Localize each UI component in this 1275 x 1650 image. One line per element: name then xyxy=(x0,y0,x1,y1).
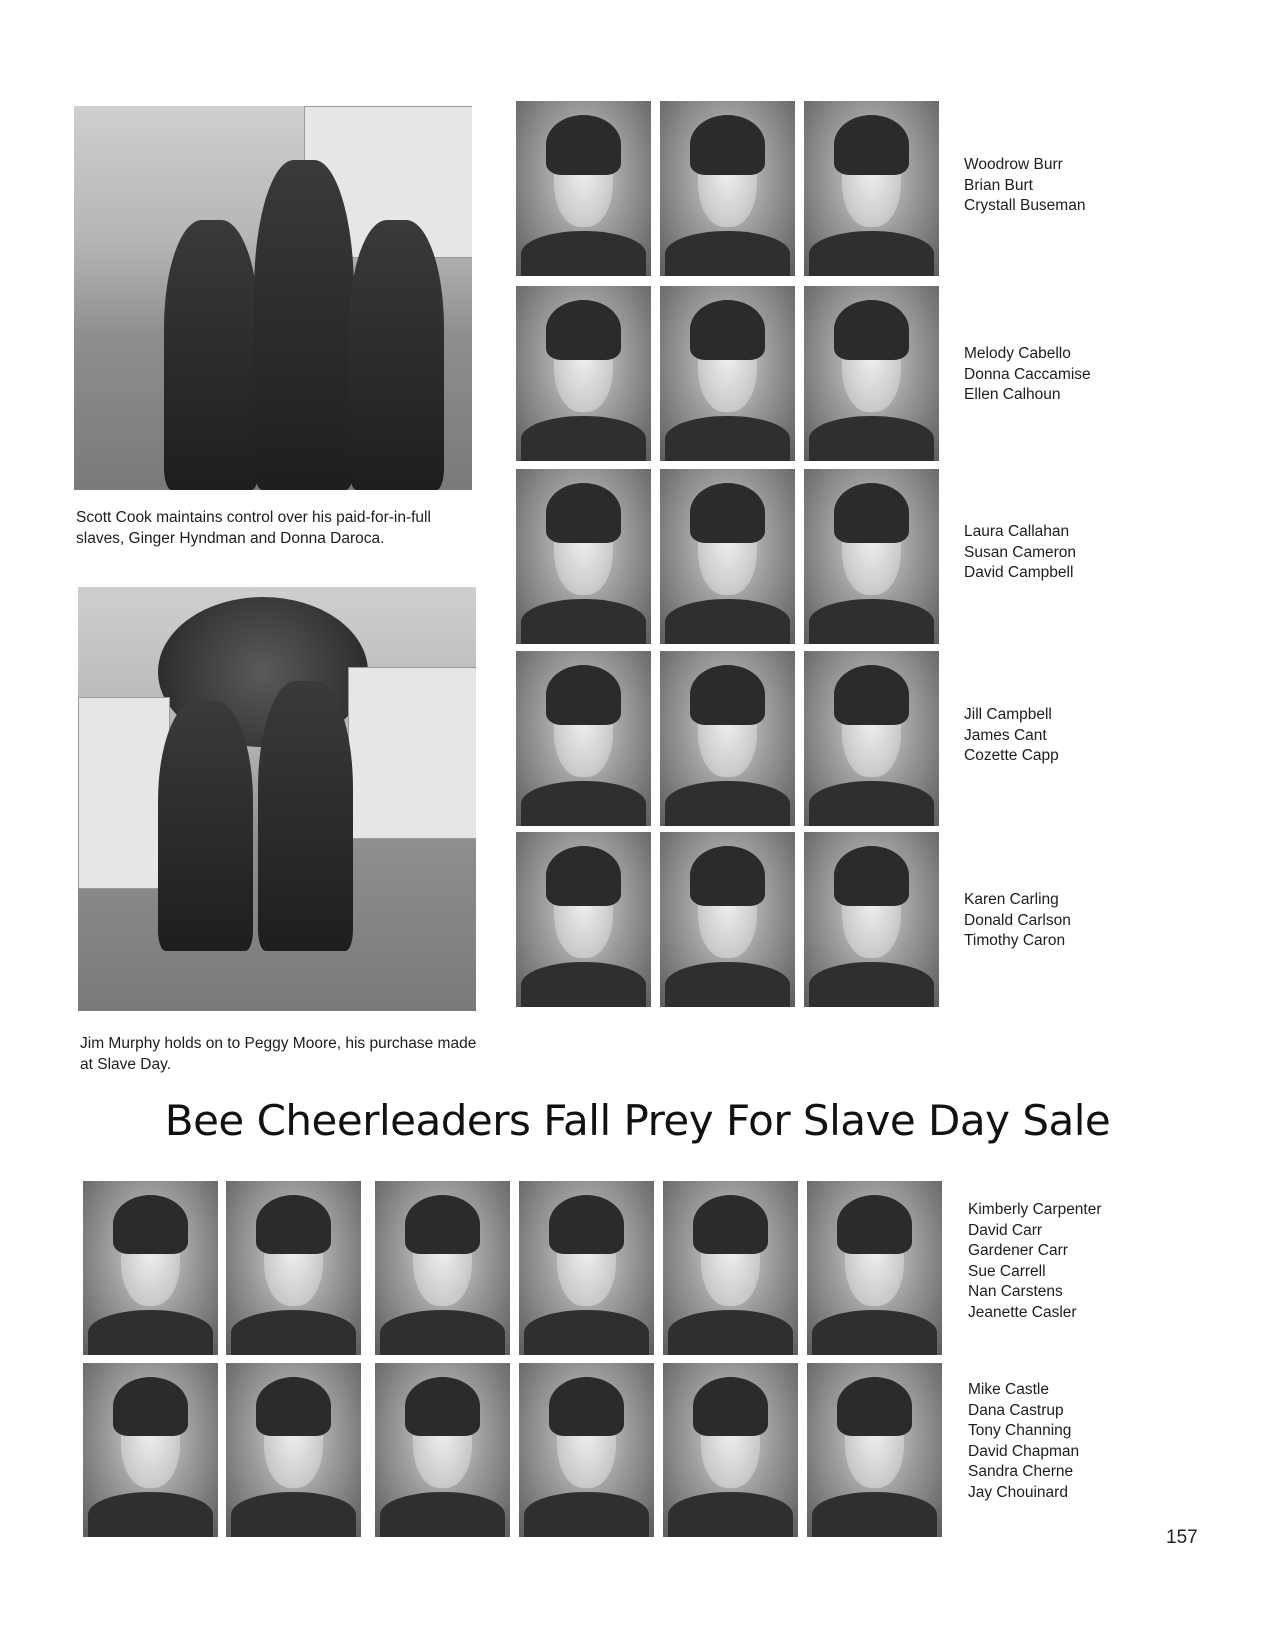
name-list-row-5 xyxy=(964,890,1071,952)
student-name: Sue Carrell xyxy=(968,1262,1046,1280)
name-list-lower-row-1 xyxy=(968,1200,1102,1323)
student-name: Susan Cameron xyxy=(964,543,1077,561)
student-name: Jeanette Casler xyxy=(968,1303,1077,1321)
student-name: Kimberly Carpenter xyxy=(968,1201,1102,1218)
name-list-lower-row-2 xyxy=(968,1380,1079,1503)
portrait xyxy=(83,1363,218,1537)
portrait xyxy=(375,1363,510,1537)
student-name: Brian Burt xyxy=(964,176,1033,194)
student-name: Cozette Capp xyxy=(964,747,1059,764)
portrait xyxy=(804,101,939,276)
student-name: Dana Castrup xyxy=(968,1401,1064,1419)
student-name: Mike Castle xyxy=(968,1381,1049,1398)
portrait xyxy=(516,832,651,1007)
name-list-row-1 xyxy=(964,155,1085,217)
portrait xyxy=(804,469,939,644)
student-name: Ellen Calhoun xyxy=(964,386,1061,403)
name-list-row-2 xyxy=(964,344,1091,406)
name-list-row-4 xyxy=(964,705,1059,767)
portrait xyxy=(519,1363,654,1537)
student-name: David Carr xyxy=(968,1221,1043,1239)
student-name: Crystall Buseman xyxy=(964,197,1086,214)
name-list-row-3 xyxy=(964,522,1076,584)
portrait xyxy=(660,651,795,826)
portrait xyxy=(519,1181,654,1355)
portrait xyxy=(660,469,795,644)
student-name: David Campbell xyxy=(964,564,1074,581)
student-name: Donna Caccamise xyxy=(964,365,1091,383)
student-name: Jill Campbell xyxy=(964,706,1052,723)
student-name: James Cant xyxy=(964,726,1047,744)
student-name: Gardener Carr xyxy=(968,1242,1068,1259)
portrait xyxy=(804,651,939,826)
portrait xyxy=(516,101,651,276)
student-name: Melody Cabello xyxy=(964,345,1071,362)
portrait xyxy=(660,101,795,276)
student-name: Nan Carstens xyxy=(968,1283,1063,1300)
student-name: Sandra Cherne xyxy=(968,1463,1074,1480)
student-name: Tony Channing xyxy=(968,1422,1072,1439)
portrait xyxy=(807,1363,942,1537)
portrait xyxy=(663,1363,798,1537)
student-name: Donald Carlson xyxy=(964,911,1071,929)
portrait xyxy=(663,1181,798,1355)
photo-caption-1: Scott Cook maintains control over his paid-for-in-full slaves, Ginger Hyndman and Donna Daroca. xyxy=(76,509,431,547)
page-number: 157 xyxy=(1166,1527,1198,1548)
student-name: Laura Callahan xyxy=(964,523,1070,540)
portrait xyxy=(226,1181,361,1355)
candid-photo-slave-day-2 xyxy=(78,587,476,1011)
student-name: Woodrow Burr xyxy=(964,156,1063,173)
portrait xyxy=(804,832,939,1007)
page-headline: Bee Cheerleaders Fall Prey For Slave Day Sale xyxy=(164,1096,1111,1145)
student-name: Timothy Caron xyxy=(964,932,1066,949)
portrait xyxy=(516,469,651,644)
portrait xyxy=(660,832,795,1007)
student-name: David Chapman xyxy=(968,1442,1080,1460)
portrait xyxy=(516,651,651,826)
portrait xyxy=(226,1363,361,1537)
portrait xyxy=(807,1181,942,1355)
portrait xyxy=(375,1181,510,1355)
photo-caption-2: Jim Murphy holds on to Peggy Moore, his purchase made at Slave Day. xyxy=(80,1035,477,1073)
portrait xyxy=(660,286,795,461)
portrait xyxy=(516,286,651,461)
student-name: Jay Chouinard xyxy=(968,1483,1068,1501)
student-name: Karen Carling xyxy=(964,891,1059,908)
portrait xyxy=(83,1181,218,1355)
portrait xyxy=(804,286,939,461)
candid-photo-slave-day-1 xyxy=(74,106,472,490)
